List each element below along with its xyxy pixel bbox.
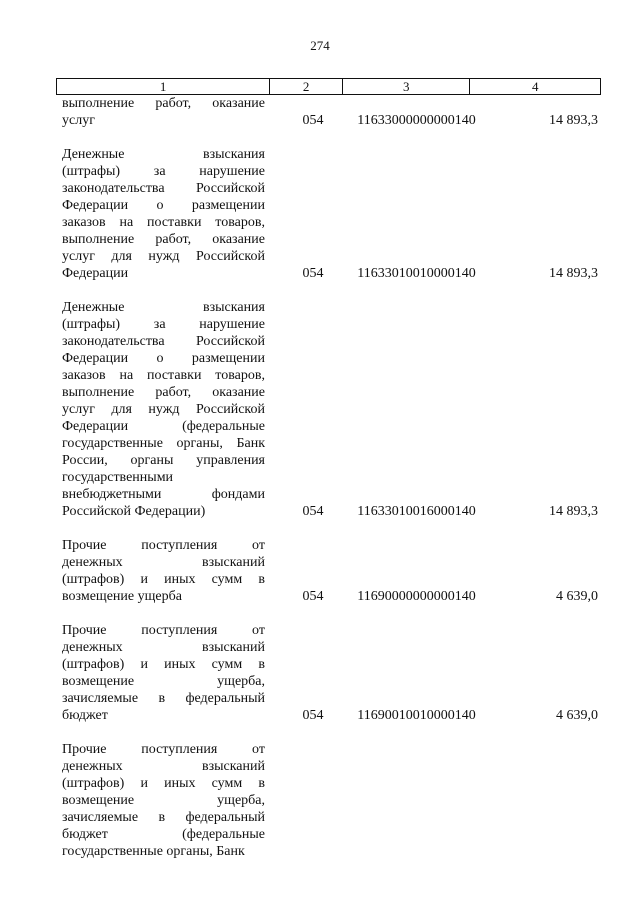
- row-kbk: 11690010010000140: [357, 708, 476, 723]
- table-row: [62, 146, 602, 282]
- description-line: денежных взысканий: [62, 759, 265, 774]
- table-row: [62, 537, 602, 605]
- description-line: государственные органы, Банк: [62, 844, 245, 859]
- row-description: [62, 146, 265, 282]
- row-description: [62, 622, 265, 724]
- table-row: [62, 299, 602, 520]
- row-kbk: 11690000000000140: [357, 589, 476, 604]
- description-line: Федерации о размещении: [62, 198, 265, 213]
- row-code: 054: [302, 504, 324, 519]
- row-description: [62, 95, 265, 129]
- description-line: России, органы управления: [62, 453, 265, 468]
- description-line: (штрафов) и иных сумм в: [62, 657, 265, 672]
- row-amount: 4 639,0: [556, 708, 598, 723]
- header-col-3: 3: [343, 79, 471, 94]
- row-code: 054: [302, 589, 324, 604]
- description-line: государственными: [62, 470, 174, 485]
- description-line: услуг для нужд Российской: [62, 249, 265, 264]
- header-col-1: 1: [57, 79, 270, 94]
- header-col-4: 4: [531, 79, 539, 94]
- description-line: выполнение работ, оказание: [62, 232, 265, 247]
- description-line: (штрафы) за нарушение: [62, 164, 265, 179]
- table-row: [62, 741, 602, 860]
- description-line: возмещение ущерба,: [62, 793, 265, 808]
- description-line: (штрафы) за нарушение: [62, 317, 265, 332]
- description-line: государственные органы, Банк: [62, 436, 265, 451]
- table-row: [62, 622, 602, 724]
- row-code: 054: [302, 708, 324, 723]
- description-line: денежных взысканий: [62, 555, 265, 570]
- row-description: [62, 537, 265, 605]
- description-line: Российской Федерации): [62, 504, 206, 519]
- description-line: зачисляемые в федеральный: [62, 691, 265, 706]
- row-amount: 14 893,3: [549, 504, 598, 519]
- row-description: [62, 741, 265, 860]
- description-line: возмещение ущерба,: [62, 674, 265, 689]
- row-kbk: 11633000000000140: [357, 113, 476, 128]
- description-line: зачисляемые в федеральный: [62, 810, 265, 825]
- table-header: [56, 78, 601, 95]
- description-line: заказов на поставки товаров,: [62, 368, 265, 383]
- row-code: 054: [302, 113, 324, 128]
- page-number: 274: [310, 38, 330, 53]
- row-amount: 14 893,3: [549, 266, 598, 281]
- row-amount: 4 639,0: [556, 589, 598, 604]
- row-amount: 14 893,3: [549, 113, 598, 128]
- row-kbk: 11633010016000140: [357, 504, 476, 519]
- description-line: Федерации: [62, 266, 129, 281]
- description-line: денежных взысканий: [62, 640, 265, 655]
- description-line: Денежные взыскания: [62, 300, 265, 315]
- description-line: внебюджетными фондами: [62, 487, 265, 502]
- description-line: бюджет (федеральные: [62, 827, 265, 842]
- description-line: (штрафов) и иных сумм в: [62, 776, 265, 791]
- description-line: Прочие поступления от: [62, 538, 265, 553]
- description-line: услуг: [62, 113, 95, 128]
- description-line: Федерации о размещении: [62, 351, 265, 366]
- table-body: [62, 95, 602, 877]
- description-line: Прочие поступления от: [62, 623, 265, 638]
- description-line: (штрафов) и иных сумм в: [62, 572, 265, 587]
- table-row: [62, 95, 602, 129]
- row-code: 054: [302, 266, 324, 281]
- description-line: возмещение ущерба: [62, 589, 182, 604]
- description-line: законодательства Российской: [62, 334, 265, 349]
- description-line: услуг для нужд Российской: [62, 402, 265, 417]
- description-line: Федерации (федеральные: [62, 419, 265, 434]
- header-col-2: 2: [270, 79, 343, 94]
- description-line: законодательства Российской: [62, 181, 265, 196]
- description-line: Прочие поступления от: [62, 742, 265, 757]
- row-kbk: 11633010010000140: [357, 266, 476, 281]
- row-description: [62, 299, 265, 520]
- description-line: заказов на поставки товаров,: [62, 215, 265, 230]
- description-line: выполнение работ, оказание: [62, 96, 265, 111]
- description-line: бюджет: [62, 708, 108, 723]
- description-line: Денежные взыскания: [62, 147, 265, 162]
- description-line: выполнение работ, оказание: [62, 385, 265, 400]
